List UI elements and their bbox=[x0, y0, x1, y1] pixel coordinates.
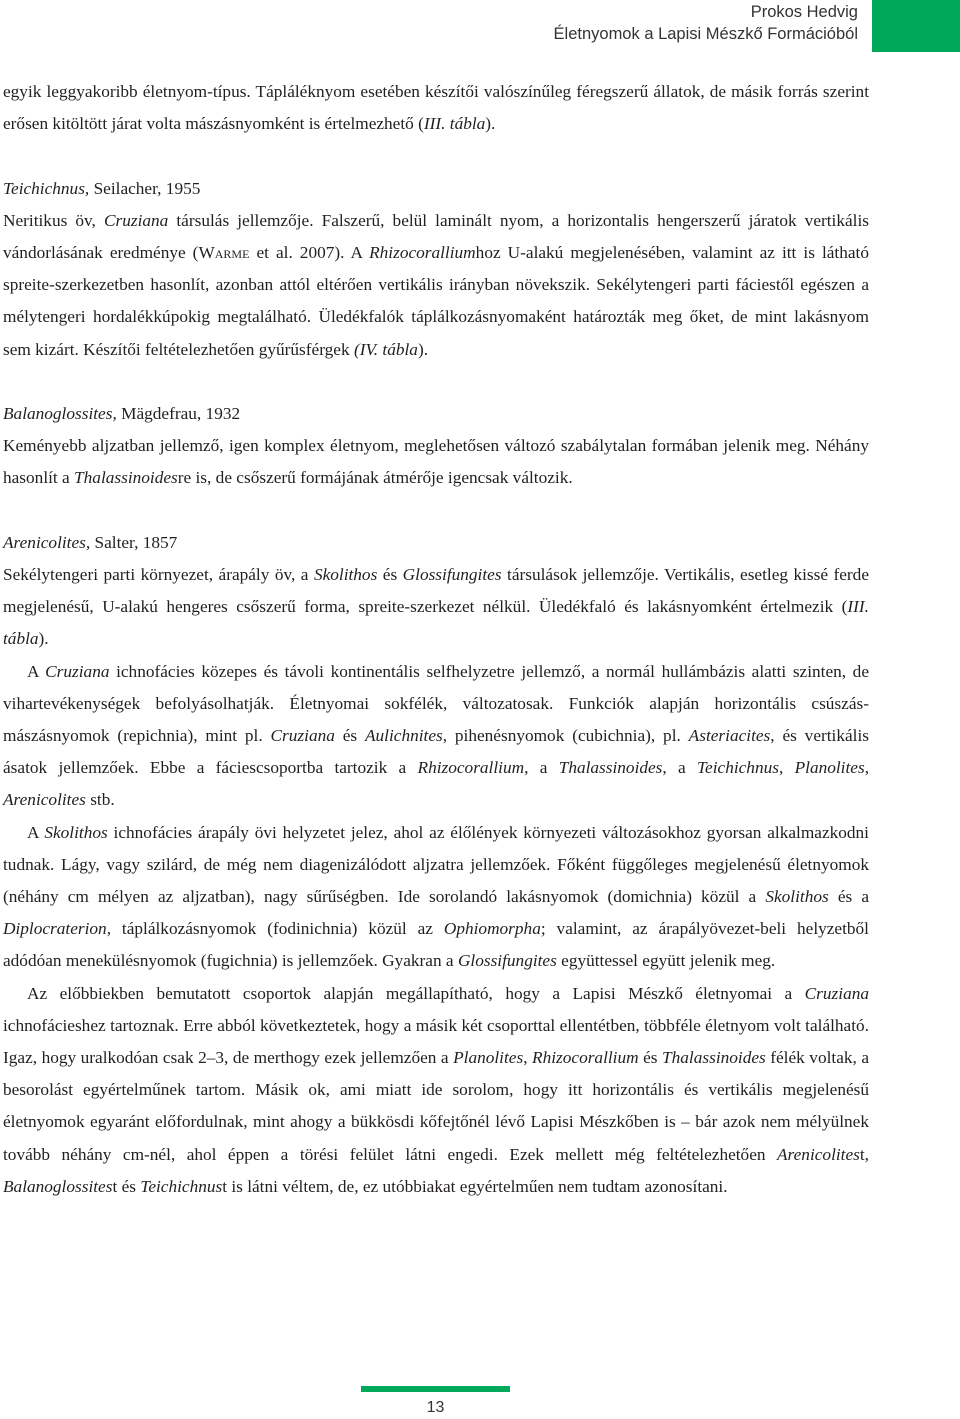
taxon-heading-arenicolites bbox=[3, 527, 869, 559]
taxon-author: Seilacher, 1955 bbox=[89, 178, 201, 198]
taxon-name: Balanoglossites, bbox=[3, 404, 117, 423]
paragraph-continuation: egyik leggyakoribb életnyom-típus. Tápláléknyom esetében készítői valószínűleg féregszerű állatok, de másik forrás szerint erősen kitöltött járat volta mászásnyomként is értelmezhető (III. tábla). bbox=[3, 82, 869, 134]
footer-accent-line bbox=[361, 1386, 510, 1392]
paragraph-skolithos-ichnofacies: A Skolithos ichnofácies árapály övi helyzetet jelez, ahol az élőlények környezeti változásokhoz gyorsan alkalmazkodni tudnak. Lágy, vagy szilárd, de még nem diagenizálódott aljzatra jellemzőek. Főként függőleges megjelenésű életnyomok (néhány cm mélyen az aljzatban), nagy sűrűségben. Ide sorolandó lakásnyomok (domichnia) közül a Skolithos és a Diplocraterion, táplálkozásnyomok (fodinichnia) közül az Ophiomorpha; valamint, az árapályövezet-beli helyzetből adódóan menekülésnyomok (fugichnia) is jellemzőek. Gyakran a Glossifungites együttessel együtt jelenik meg. bbox=[3, 822, 869, 971]
page-header bbox=[554, 0, 960, 52]
taxon-description-balanoglossites: Keményebb aljzatban jellemző, igen komplex életnyom, meglehetősen változó szabálytalan formában jelenik meg. Néhány hasonlít a Thalassinoidesre is, de csőszerű formájának átmérője igencsak változik. bbox=[3, 436, 869, 488]
taxon-description-teichichnus: Neritikus öv, Cruziana társulás jellemzője. Falszerű, belül laminált nyom, a horizontalis hengerszerű járatok vertikális vándorlásának eredménye (Warme et al. 2007). A Rhizocoralliumhoz U-alakú megjelenésében, valamint az itt is látható spreite-szerkezetben hasonlít, azonban attól eltérően vertikális irányban növekszik. Sekélytengeri parti fáciestől egészen a mélytengeri hordalékkúpokig megtalálható. Üledékfalók táplálkozásnyomaként határozták meg őket, de mint lakásnyom sem kizárt. Készítői feltételezhetően gyűrűsférgek (IV. tábla). bbox=[3, 210, 869, 359]
taxon-description-arenicolites: Sekélytengeri parti környezet, árapály öv, a Skolithos és Glossifungites társulások jellemzője. Vertikális, esetleg kissé ferde megjelenésű, U-alakú hengeres csőszerű forma, spreite-szerkezet nélkül. Üledékfaló és lakásnyomként értelmezik (III. tábla). bbox=[3, 565, 869, 649]
paragraph-conclusion: Az előbbiekben bemutatott csoportok alapján megállapítható, hogy a Lapisi Mészkő életnyomai a Cruziana ichnofácieshez tartoznak. Erre abból következtetek, hogy a másik két csoporttal ellentétben, többféle életnyom volt található. Igaz, hogy uralkodóan csak 2–3, de merthogy ezek jellemzően a Planolites, Rhizocorallium és Thalassinoides félék voltak, a besorolást egyértelműnek tartom. Másik ok, ami miatt ide sorolom, hogy itt horizontális és vertikális megjelenésű életnyomok egyaránt előfordulnak, mint ahogy a bükkösdi kőfejtőnél lévő Lapisi Mészkőben is – bár azok nem mélyülnek tovább néhány cm-nél, ahol éppen a törési felület látni engedi. Ezek mellett még feltételezhetően Arenicolitest, Balanoglossitest és Teichichnust is látni véltem, de, ez utóbbiakat egyértelműen nem tudtam azonosítani. bbox=[3, 983, 870, 1196]
taxon-heading-balanoglossites bbox=[3, 398, 869, 430]
header-title: Életnyomok a Lapisi Mészkő Formációból bbox=[553, 25, 858, 43]
taxon-author: Mägdefrau, 1932 bbox=[116, 404, 241, 423]
header-author: Prokos Hedvig bbox=[750, 3, 858, 21]
taxon-name: Arenicolites, bbox=[3, 532, 91, 552]
taxon-heading-teichichnus bbox=[3, 173, 869, 205]
taxon-author: Salter, 1857 bbox=[90, 532, 178, 552]
header-accent-bar bbox=[872, 0, 960, 52]
running-header bbox=[554, 0, 872, 52]
page-body bbox=[3, 76, 869, 1203]
page-number: 13 bbox=[426, 1399, 445, 1416]
taxon-name: Teichichnus, bbox=[3, 178, 90, 198]
paragraph-cruziana-ichnofacies: A Cruziana ichnofácies közepes és távoli kontinentális selfhelyzetre jellemző, a normál hullámbázis alatti szinten, de vihartevékenységek befolyásolhatják. Életnyomai sokfélék, változatosak. Funkciók alapján horizontális csúszás-mászásnyomok (repichnia), mint pl. Cruziana és Aulichnites, pihenésnyomok (cubichnia), pl. Asteriacites, és vertikális ásatok jellemzőek. Ebbe a fáciescsoportba tartozik a Rhizocorallium, a Thalassinoides, a Teichichnus, Planolites, Arenicolites stb. bbox=[3, 661, 870, 810]
